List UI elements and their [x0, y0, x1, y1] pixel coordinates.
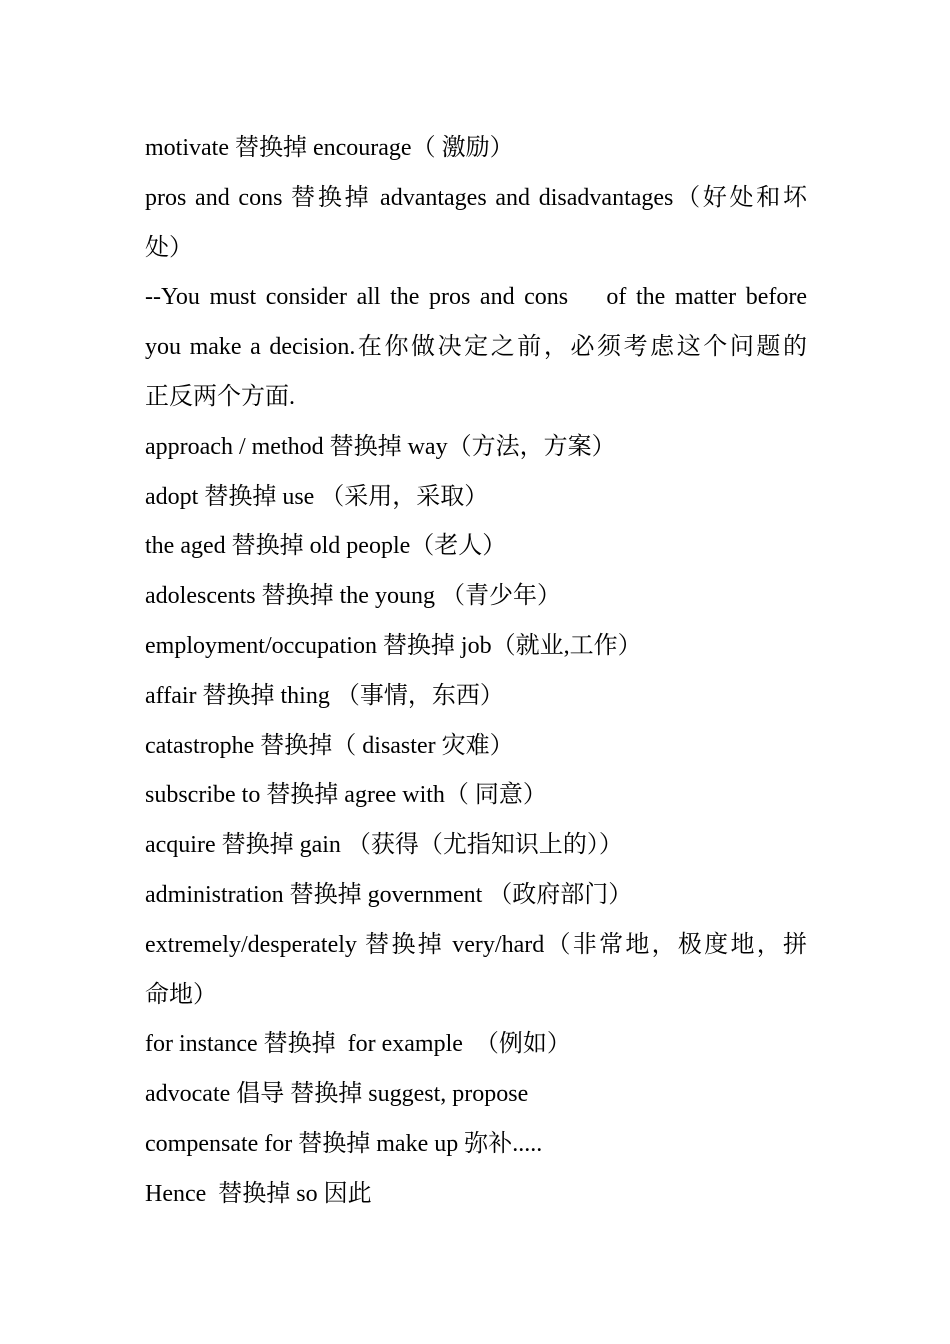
- vocab-line-affair: affair 替换掉 thing （事情，东西）: [145, 682, 504, 709]
- vocab-line-adopt: adopt 替换掉 use （采用，采取）: [145, 483, 489, 510]
- vocab-line-compensate-for: compensate for 替换掉 make up 弥补.....: [145, 1130, 543, 1157]
- vocab-line-pros-and-cons-cont: 处）: [145, 234, 193, 261]
- example-sentence-line-3: 正反两个方面.: [145, 383, 295, 410]
- vocab-line-motivate: motivate 替换掉 encourage（ 激励）: [145, 135, 514, 161]
- vocab-line-pros-and-cons: pros and cons 替换掉 advantages and disadvantages（好处和坏: [145, 184, 807, 211]
- vocab-line-hence: Hence 替换掉 so 因此: [145, 1180, 372, 1207]
- vocab-line-advocate: advocate 倡导 替换掉 suggest, propose: [145, 1081, 529, 1108]
- vocab-line-catastrophe: catastrophe 替换掉（ disaster 灾难）: [145, 732, 514, 759]
- vocab-line-for-instance: for instance 替换掉 for example （例如）: [145, 1031, 571, 1058]
- vocab-line-the-aged: the aged 替换掉 old people（老人）: [145, 533, 507, 560]
- vocab-line-extremely: extremely/desperately 替换掉 very/hard（非常地，极度地，拼: [145, 931, 807, 958]
- vocab-line-employment: employment/occupation 替换掉 job（就业,工作）: [145, 632, 642, 659]
- vocab-line-adolescents: adolescents 替换掉 the young （青少年）: [145, 583, 561, 610]
- example-sentence-line-2: you make a decision.在你做决定之前，必须考虑这个问题的: [145, 334, 807, 361]
- vocab-line-approach: approach / method 替换掉 way（方法，方案）: [145, 433, 616, 460]
- vocab-line-acquire: acquire 替换掉 gain （获得（尤指知识上的））: [145, 832, 623, 859]
- example-sentence-line-1: --You must consider all the pros and cons of the matter before: [145, 284, 807, 311]
- vocab-line-administration: administration 替换掉 government （政府部门）: [145, 881, 633, 908]
- vocab-line-extremely-cont: 命地）: [145, 981, 217, 1008]
- vocab-line-subscribe-to: subscribe to 替换掉 agree with（ 同意）: [145, 782, 547, 809]
- document-body: [145, 124, 807, 1220]
